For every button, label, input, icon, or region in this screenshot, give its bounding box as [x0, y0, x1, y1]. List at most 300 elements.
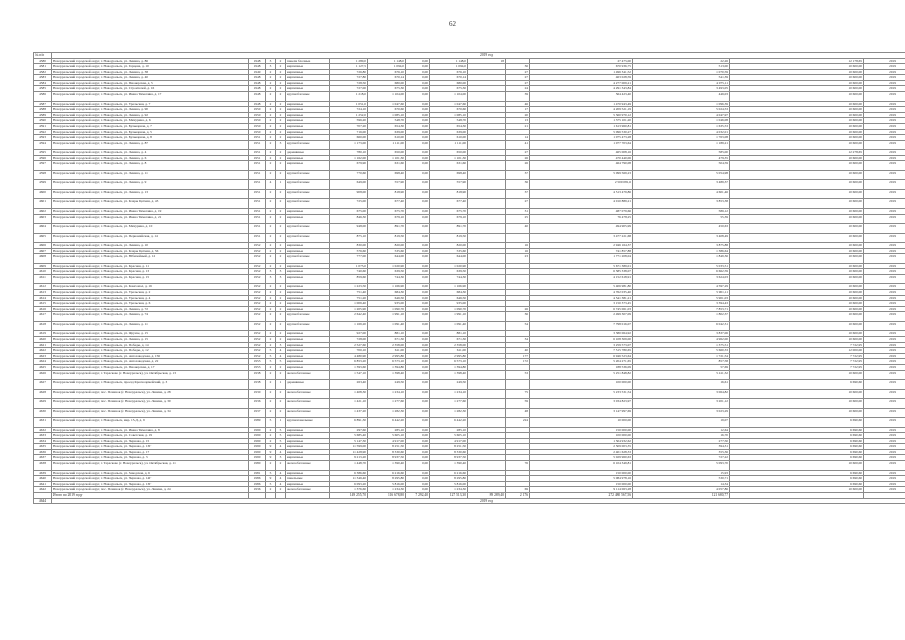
table-cell: 2 642,40 [330, 312, 368, 322]
table-cell: кирпичные [286, 274, 330, 284]
table-cell: Новоуральский городской округ, г. Новоуральск, ул. Первомайская, д. 14 [52, 233, 249, 243]
table-cell: 1950 [249, 123, 266, 129]
table-cell: 1951 [249, 140, 266, 150]
table-cell: 10 600,00 [730, 233, 864, 243]
table-cell: 285,10 [430, 427, 468, 433]
table-cell: 3 064,82 [633, 389, 730, 399]
table-cell: 465 008,16 [530, 150, 633, 156]
table-cell: Новоуральский городской округ, г. Новоуральск, ул. Ленина, д. 10 [52, 243, 249, 249]
table-cell: 0,00 [406, 243, 430, 249]
table-cell: 0,00 [406, 399, 430, 409]
table-cell: 4 075,11 [633, 80, 730, 86]
table-cell: 548,70 [368, 118, 406, 124]
table-cell: 3 394,43 [633, 301, 730, 307]
table-row [34, 312, 905, 322]
table-cell: 4 [276, 470, 286, 476]
table-cell: 1 047,60 [430, 101, 468, 107]
table-cell: 0,00 [406, 140, 430, 150]
table-cell: кирпичные [286, 248, 330, 254]
table-cell: 10 600,00 [730, 336, 864, 342]
table-cell: 1948 [249, 86, 266, 92]
table-cell: 10 600,00 [730, 487, 864, 493]
table-cell: 3 380 064,92 [530, 331, 633, 337]
table-cell: 1952 [249, 263, 266, 269]
table-cell: 1948 [249, 101, 266, 107]
table-cell: 2 [266, 427, 276, 433]
table-cell: Новоуральский городской округ, г. Новоуральск, ул. Чернова, д. 3 [52, 455, 249, 461]
table-cell: 1990 [249, 433, 266, 439]
table-cell: 10 600,00 [730, 75, 864, 81]
table-cell: 6 690,60 [730, 444, 864, 450]
table-cell: Новоуральский городской округ, г. Новоуральск, ул. Ивана Тимохина, д. 19 [52, 208, 249, 214]
table-cell: 1 394,80 [430, 364, 468, 370]
table-row [34, 161, 905, 171]
table-cell: 2 [266, 438, 276, 444]
table-cell: 1 802,37 [633, 312, 730, 322]
table-cell: 6 690,60 [730, 427, 864, 433]
table-cell: 14,34 [633, 481, 730, 487]
table-cell: 4602 [34, 208, 52, 214]
table-cell: 76 [506, 461, 530, 471]
table-cell: 2019 [864, 233, 905, 243]
table-cell: 7 722,95 [730, 359, 864, 365]
table-cell: 611,00 [368, 348, 406, 354]
table-cell: 2 [266, 107, 276, 113]
table-cell: 2 358,00 [368, 342, 406, 348]
table-cell: 1 470 943,49 [530, 101, 633, 107]
table-cell [468, 92, 506, 102]
table-cell: 2019 [864, 481, 905, 487]
table-cell: 2 [276, 233, 286, 243]
table-cell: кирпичные [286, 481, 330, 487]
table-cell: 1 763,08 [633, 135, 730, 141]
table-cell: 277,50 [633, 438, 730, 444]
table-cell: 586,12 [633, 208, 730, 214]
table-cell: 4585 [34, 86, 52, 92]
table-cell: 2 [266, 312, 276, 322]
table-cell [506, 274, 530, 284]
table-cell: 724,10 [330, 107, 368, 113]
table-cell: 3 624,03 [633, 274, 730, 284]
table-row [34, 399, 905, 409]
table-cell: 0,00 [406, 481, 430, 487]
table-cell: кирпичные [286, 64, 330, 70]
table-cell: 0,00 [406, 135, 430, 141]
table-cell: 1 051,0 [330, 101, 368, 107]
table-cell: 2 509 003,35 [530, 444, 633, 450]
table-cell: крупноблочные [286, 180, 330, 190]
table-cell: Новоуральский городской округ, г. Новоуральск, ул. Ленина, д. 11 [52, 321, 249, 331]
table-cell: 0,00 [406, 274, 430, 284]
table-cell: 2019 [864, 214, 905, 224]
table-cell: 2019 [864, 263, 905, 269]
table-cell: 1952 [249, 289, 266, 295]
table-cell: 4606 [34, 243, 52, 249]
table-cell: железобетонные [286, 389, 330, 399]
table-cell: 40 [506, 348, 530, 354]
table-cell: 2 [276, 306, 286, 312]
table-cell: 4589 [34, 112, 52, 118]
table-cell: 818,90 [430, 189, 468, 199]
table-cell: 4 010 889,21 [530, 199, 633, 209]
table-cell: 1952 [249, 254, 266, 264]
table-cell: Новоуральский городской округ, г. Новоуральск, ул. Клары Цеткин, д. 43 [52, 199, 249, 209]
table-cell: 53 [506, 370, 530, 380]
table-cell: 1 101,30 [368, 155, 406, 161]
table-cell: 2 [276, 123, 286, 129]
table-cell: 2019 [864, 427, 905, 433]
table-cell: 2019 [864, 180, 905, 190]
table-cell: 2 [266, 263, 276, 269]
table-cell: 0,00 [406, 284, 430, 290]
table-cell: 4613 [34, 289, 52, 295]
table-cell: 14 [506, 135, 530, 141]
table-row [34, 189, 905, 199]
table-cell [468, 389, 506, 399]
table-cell: 576,60 [330, 248, 368, 254]
table-cell: крупноблочные [286, 199, 330, 209]
table-cell: крупнопанельные [286, 418, 330, 428]
table-cell: 1990 [249, 444, 266, 450]
table-cell: крупноблочные [286, 140, 330, 150]
table-cell: 2 [276, 189, 286, 199]
table-cell: 2 [276, 69, 286, 75]
table-cell [468, 312, 506, 322]
table-cell: Новоуральский городской округ, г. Новоуральск, ул. Уральская, д. 2 [52, 289, 249, 295]
table-cell: 1 390,40 [368, 461, 406, 471]
table-cell: 675,70 [368, 208, 406, 214]
table-cell: 0,00 [406, 449, 430, 455]
table-cell: 2 [276, 135, 286, 141]
table-cell: 1 [276, 380, 286, 390]
table-cell: 11 346,40 [330, 476, 368, 482]
table-cell: 0,00 [406, 199, 430, 209]
table-cell: 1951 [249, 180, 266, 190]
table-cell: 0,00 [406, 487, 430, 493]
table-cell: Новоуральский городской округ, г. Новоуральск, ул. Пионерская, д. 17 [52, 364, 249, 370]
table-cell: 6 216,60 [368, 470, 406, 476]
table-cell: 10 600,00 [730, 306, 864, 312]
table-cell: 6 093,20 [330, 481, 368, 487]
table-cell: 2 [266, 86, 276, 92]
table-cell: 1 090,70 [368, 306, 406, 312]
table-cell: 10 600,00 [730, 69, 864, 75]
table-cell: 2 [266, 399, 276, 409]
table-cell: 1 085,10 [368, 112, 406, 118]
table-cell: 4 917,00 [368, 438, 406, 444]
table-cell: кирпичные [286, 208, 330, 214]
table-cell: 4590 [34, 118, 52, 124]
table-cell: 2019 [864, 224, 905, 234]
table-cell: 4627 [34, 380, 52, 390]
table-cell: Новоуральский городской округ, г. Новоуральск, ул. Юбилейный, д. 12 [52, 254, 249, 264]
table-cell: 4595 [34, 150, 52, 156]
table-row [34, 418, 905, 428]
table-cell: 470 440,06 [530, 155, 633, 161]
table-cell: 2019 [864, 58, 905, 64]
table-cell: 4616 [34, 306, 52, 312]
table-cell: 679,10 [430, 214, 468, 224]
table-cell: 1952 [249, 331, 266, 337]
table-cell: 2 [276, 389, 286, 399]
table-cell: 1951 [249, 170, 266, 180]
table-cell: 9 213,20 [330, 455, 368, 461]
table-cell: 2 [276, 155, 286, 161]
table-cell: 2 [276, 199, 286, 209]
table-cell: железобетонные [286, 408, 330, 418]
table-cell: 9 [266, 449, 276, 455]
table-cell: Новоуральский городской округ, г. Новоуральск, ул. Автозаводская, д. 156 [52, 353, 249, 359]
table-cell: 2019 [864, 455, 905, 461]
table-cell: 1 398,40 [368, 370, 406, 380]
table-cell: 1948 [249, 64, 266, 70]
table-cell: 0,00 [406, 408, 430, 418]
table-cell: 6 946 523,64 [530, 353, 633, 359]
table-cell: 2 [276, 75, 286, 81]
table-cell: 10 600,00 [730, 461, 864, 471]
table-cell: 650,00 [430, 150, 468, 156]
table-cell: 2019 [864, 189, 905, 199]
table-cell: 2019 [864, 438, 905, 444]
table-cell: 2 358,00 [430, 342, 468, 348]
table-cell: 631,60 [368, 161, 406, 171]
table-cell: 6 690,60 [730, 455, 864, 461]
table-cell: 27 475,00 [530, 58, 633, 64]
table-cell: 19,07 [633, 418, 730, 428]
table-cell: 1 234,10 [430, 389, 468, 399]
table-cell: Новоуральский городской округ, г. Новоуральск, ул. Чернова, д. 17 [52, 449, 249, 455]
table-cell: Новоуральский городской округ, г. Новоуральск, ул. Ленина, д. 38 [52, 69, 249, 75]
table-cell: 34 [506, 336, 530, 342]
table-cell: 6 690,60 [730, 476, 864, 482]
table-cell: 5 671 389,01 [530, 263, 633, 269]
table-cell: 2019 [864, 408, 905, 418]
table-cell: 4 541 381,21 [530, 295, 633, 301]
table-cell: 5 660,33 [633, 348, 730, 354]
table-cell: 3 489,37 [633, 180, 730, 190]
table-cell: 671,30 [430, 336, 468, 342]
table-cell: 2 [266, 248, 276, 254]
table-cell: кирпичные [286, 455, 330, 461]
table-cell: 5 816,00 [430, 481, 468, 487]
table-cell: 0,00 [406, 348, 430, 354]
table-cell: 450,63 [633, 224, 730, 234]
table-cell: 4 [276, 353, 286, 359]
table-cell [468, 461, 506, 471]
table-cell: 10 600,00 [730, 370, 864, 380]
table-cell: 6 745 061,03 [530, 306, 633, 312]
table-cell: кирпичные [286, 359, 330, 365]
table-row [34, 370, 905, 380]
header-number-cell: № п/п [34, 53, 52, 59]
table-cell: 1 771 208,04 [530, 254, 633, 264]
table-cell: 2019 [864, 359, 905, 365]
table-cell: 12 178,65 [730, 58, 864, 64]
table-cell: 2019 [864, 295, 905, 301]
table-cell: 1952 [249, 336, 266, 342]
table-cell: 23 [506, 254, 530, 264]
table-cell: 2 995,80 [430, 353, 468, 359]
table-cell: 2019 [864, 199, 905, 209]
table-cell: 2 995,80 [368, 353, 406, 359]
table-cell: 700,10 [330, 348, 368, 354]
table-cell: 4 291 343,84 [530, 86, 633, 92]
table-cell: 31 [506, 208, 530, 214]
table-cell: 4633 [34, 433, 52, 439]
table-cell: 10 600,00 [730, 224, 864, 234]
table-cell: 285,10 [368, 427, 406, 433]
table-row [34, 274, 905, 284]
table-cell: 10 600,00 [730, 101, 864, 107]
table-cell: 1 020,90 [368, 263, 406, 269]
table-cell: 4640 [34, 476, 52, 482]
table-cell: 4598 [34, 170, 52, 180]
table-cell: 2019 [864, 269, 905, 275]
table-cell: кирпичные [286, 470, 330, 476]
table-cell: 646,50 [430, 295, 468, 301]
table-cell: 1950 [249, 118, 266, 124]
table-cell: 446,03 [633, 92, 730, 102]
table-cell: 394,31 [633, 444, 730, 450]
table-cell: 1952 [249, 306, 266, 312]
table-cell: 2 [266, 336, 276, 342]
table-cell: Новоуральский городской округ, г. Новоуральск, ул. Чернова, д. 14Г [52, 476, 249, 482]
table-cell: 1 448,70 [330, 461, 368, 471]
table-cell: 10 600,00 [730, 284, 864, 290]
table-cell: 7 722,95 [730, 342, 864, 348]
table-cell: 2 [276, 289, 286, 295]
table-cell: железобетонные [286, 461, 330, 471]
table-cell: 1 [276, 180, 286, 190]
table-cell: 1 393,60 [330, 364, 368, 370]
table-cell: 2 [276, 112, 286, 118]
table-cell: 4580 [34, 58, 52, 64]
table-cell: 2 [276, 86, 286, 92]
table-cell: 6 690,60 [730, 438, 864, 444]
table-cell: 2 [276, 364, 286, 370]
table-cell: крупноблочные [286, 233, 330, 243]
total-residents-cell: 89 289,40 [468, 492, 506, 498]
table-cell: 10 600,00 [730, 254, 864, 264]
table-cell: 2019 [864, 170, 905, 180]
table-cell: кирпичные [286, 86, 330, 92]
table-cell: кирпичные [286, 306, 330, 312]
table-cell: 1936 [249, 487, 266, 493]
table-cell: 2 [276, 248, 286, 254]
table-cell: 4623 [34, 353, 52, 359]
table-cell: 26 [506, 155, 530, 161]
table-cell: 610,00 [368, 135, 406, 141]
table-cell: кирпичные [286, 295, 330, 301]
table-cell: кирпичные [286, 289, 330, 295]
table-cell: 27 [506, 80, 530, 86]
table-cell: 3 023,29 [633, 408, 730, 418]
table-cell: 1948 [249, 92, 266, 102]
table-cell: 5 [276, 359, 286, 365]
table-cell: 0,00 [406, 289, 430, 295]
table-cell: 2019 [864, 461, 905, 471]
table-cell: 1952 [249, 348, 266, 354]
table-cell: 48 [506, 408, 530, 418]
table-cell: кирпичные [286, 269, 330, 275]
table-cell [468, 418, 506, 428]
table-cell: 10 600,00 [730, 123, 864, 129]
table-cell: 6 108 309,00 [530, 336, 633, 342]
table-cell: 1 375 101,20 [530, 118, 633, 124]
table-cell: 2 401 628,33 [530, 449, 633, 455]
table-cell: 55,39 [633, 214, 730, 224]
table-cell: 676,10 [430, 69, 468, 75]
table-cell: 4611 [34, 274, 52, 284]
table-cell: 1 282,30 [368, 408, 406, 418]
table-cell: 891,70 [368, 224, 406, 234]
table-cell: 9 114 063,28 [530, 487, 633, 493]
table-cell: 4642 [34, 487, 52, 493]
table-cell: 0,00 [406, 254, 430, 264]
table-cell [468, 140, 506, 150]
table-cell: 0,00 [406, 101, 430, 107]
table-cell: 1 398,40 [430, 370, 468, 380]
table-cell: кирпичные [286, 129, 330, 135]
table-cell [468, 254, 506, 264]
table-cell: 2019 [864, 118, 905, 124]
table-cell: Новоуральский городской округ, г. Новоуральск, ул. Заводская, д. 6 [52, 470, 249, 476]
table-cell: 7 853,71 [633, 306, 730, 312]
table-cell [468, 199, 506, 209]
table-cell: 2019 [864, 254, 905, 264]
table-cell: 631,60 [430, 161, 468, 171]
table-cell: 698,40 [430, 170, 468, 180]
table-cell: 2019 [864, 101, 905, 107]
table-cell: 5 093,70 [633, 461, 730, 471]
table-cell: 4587 [34, 101, 52, 107]
table-cell: 0,00 [406, 214, 430, 224]
table-cell: Новоуральский городской округ, г. Новоуральск, ул. Чернова, д. 13Г [52, 444, 249, 450]
table-cell: 1990 [249, 427, 266, 433]
table-cell: кирпичные [286, 80, 330, 86]
table-cell: 740,60 [330, 269, 368, 275]
table-cell: 5 054,98 [633, 170, 730, 180]
table-cell: 4625 [34, 364, 52, 370]
table-cell: 4581 [34, 64, 52, 70]
table-cell: Новоуральский городской округ, г. Тарасково (г. Новоуральск), ул. Октябрьская, д. 13 [52, 370, 249, 380]
repair-schedule-table [33, 52, 905, 504]
total-nonlive-area-cell: 7 292,40 [406, 492, 430, 498]
table-cell: 10 600,00 [730, 214, 864, 224]
table-cell: 2 [276, 58, 286, 64]
table-cell: Новоуральский городской округ, г. Новоуральск, ул. Красная, д. 11 [52, 263, 249, 269]
table-cell: кирпичные [286, 135, 330, 141]
table-cell: Новоуральский городской округ, пос. Починок (г. Новоуральск), ул. Ленина, д. 28 [52, 389, 249, 399]
table-cell: 3 150 373,45 [530, 301, 633, 307]
table-cell: 1951 [249, 150, 266, 156]
table-cell: 3 [266, 64, 276, 70]
table-row [34, 321, 905, 331]
table-cell: 27 [506, 75, 530, 81]
table-cell: 2019 [864, 389, 905, 399]
table-cell: 0,00 [406, 233, 430, 243]
table-cell: 1951 [249, 199, 266, 209]
table-cell: 1 091,40 [368, 321, 406, 331]
table-cell: 2 [266, 129, 276, 135]
table-cell: 4603 [34, 214, 52, 224]
table-cell: Новоуральский городской округ, г. Новоуральск, ул. Автозаводская, д. 22 [52, 359, 249, 365]
table-row [34, 233, 905, 243]
table-cell: 355,36 [633, 449, 730, 455]
table-cell: 463 028,59 [530, 75, 633, 81]
table-cell: 2 [266, 140, 276, 150]
table-cell: Новоуральский городской округ, г. Новоуральск, ул. Ленина, д. 40 [52, 75, 249, 81]
